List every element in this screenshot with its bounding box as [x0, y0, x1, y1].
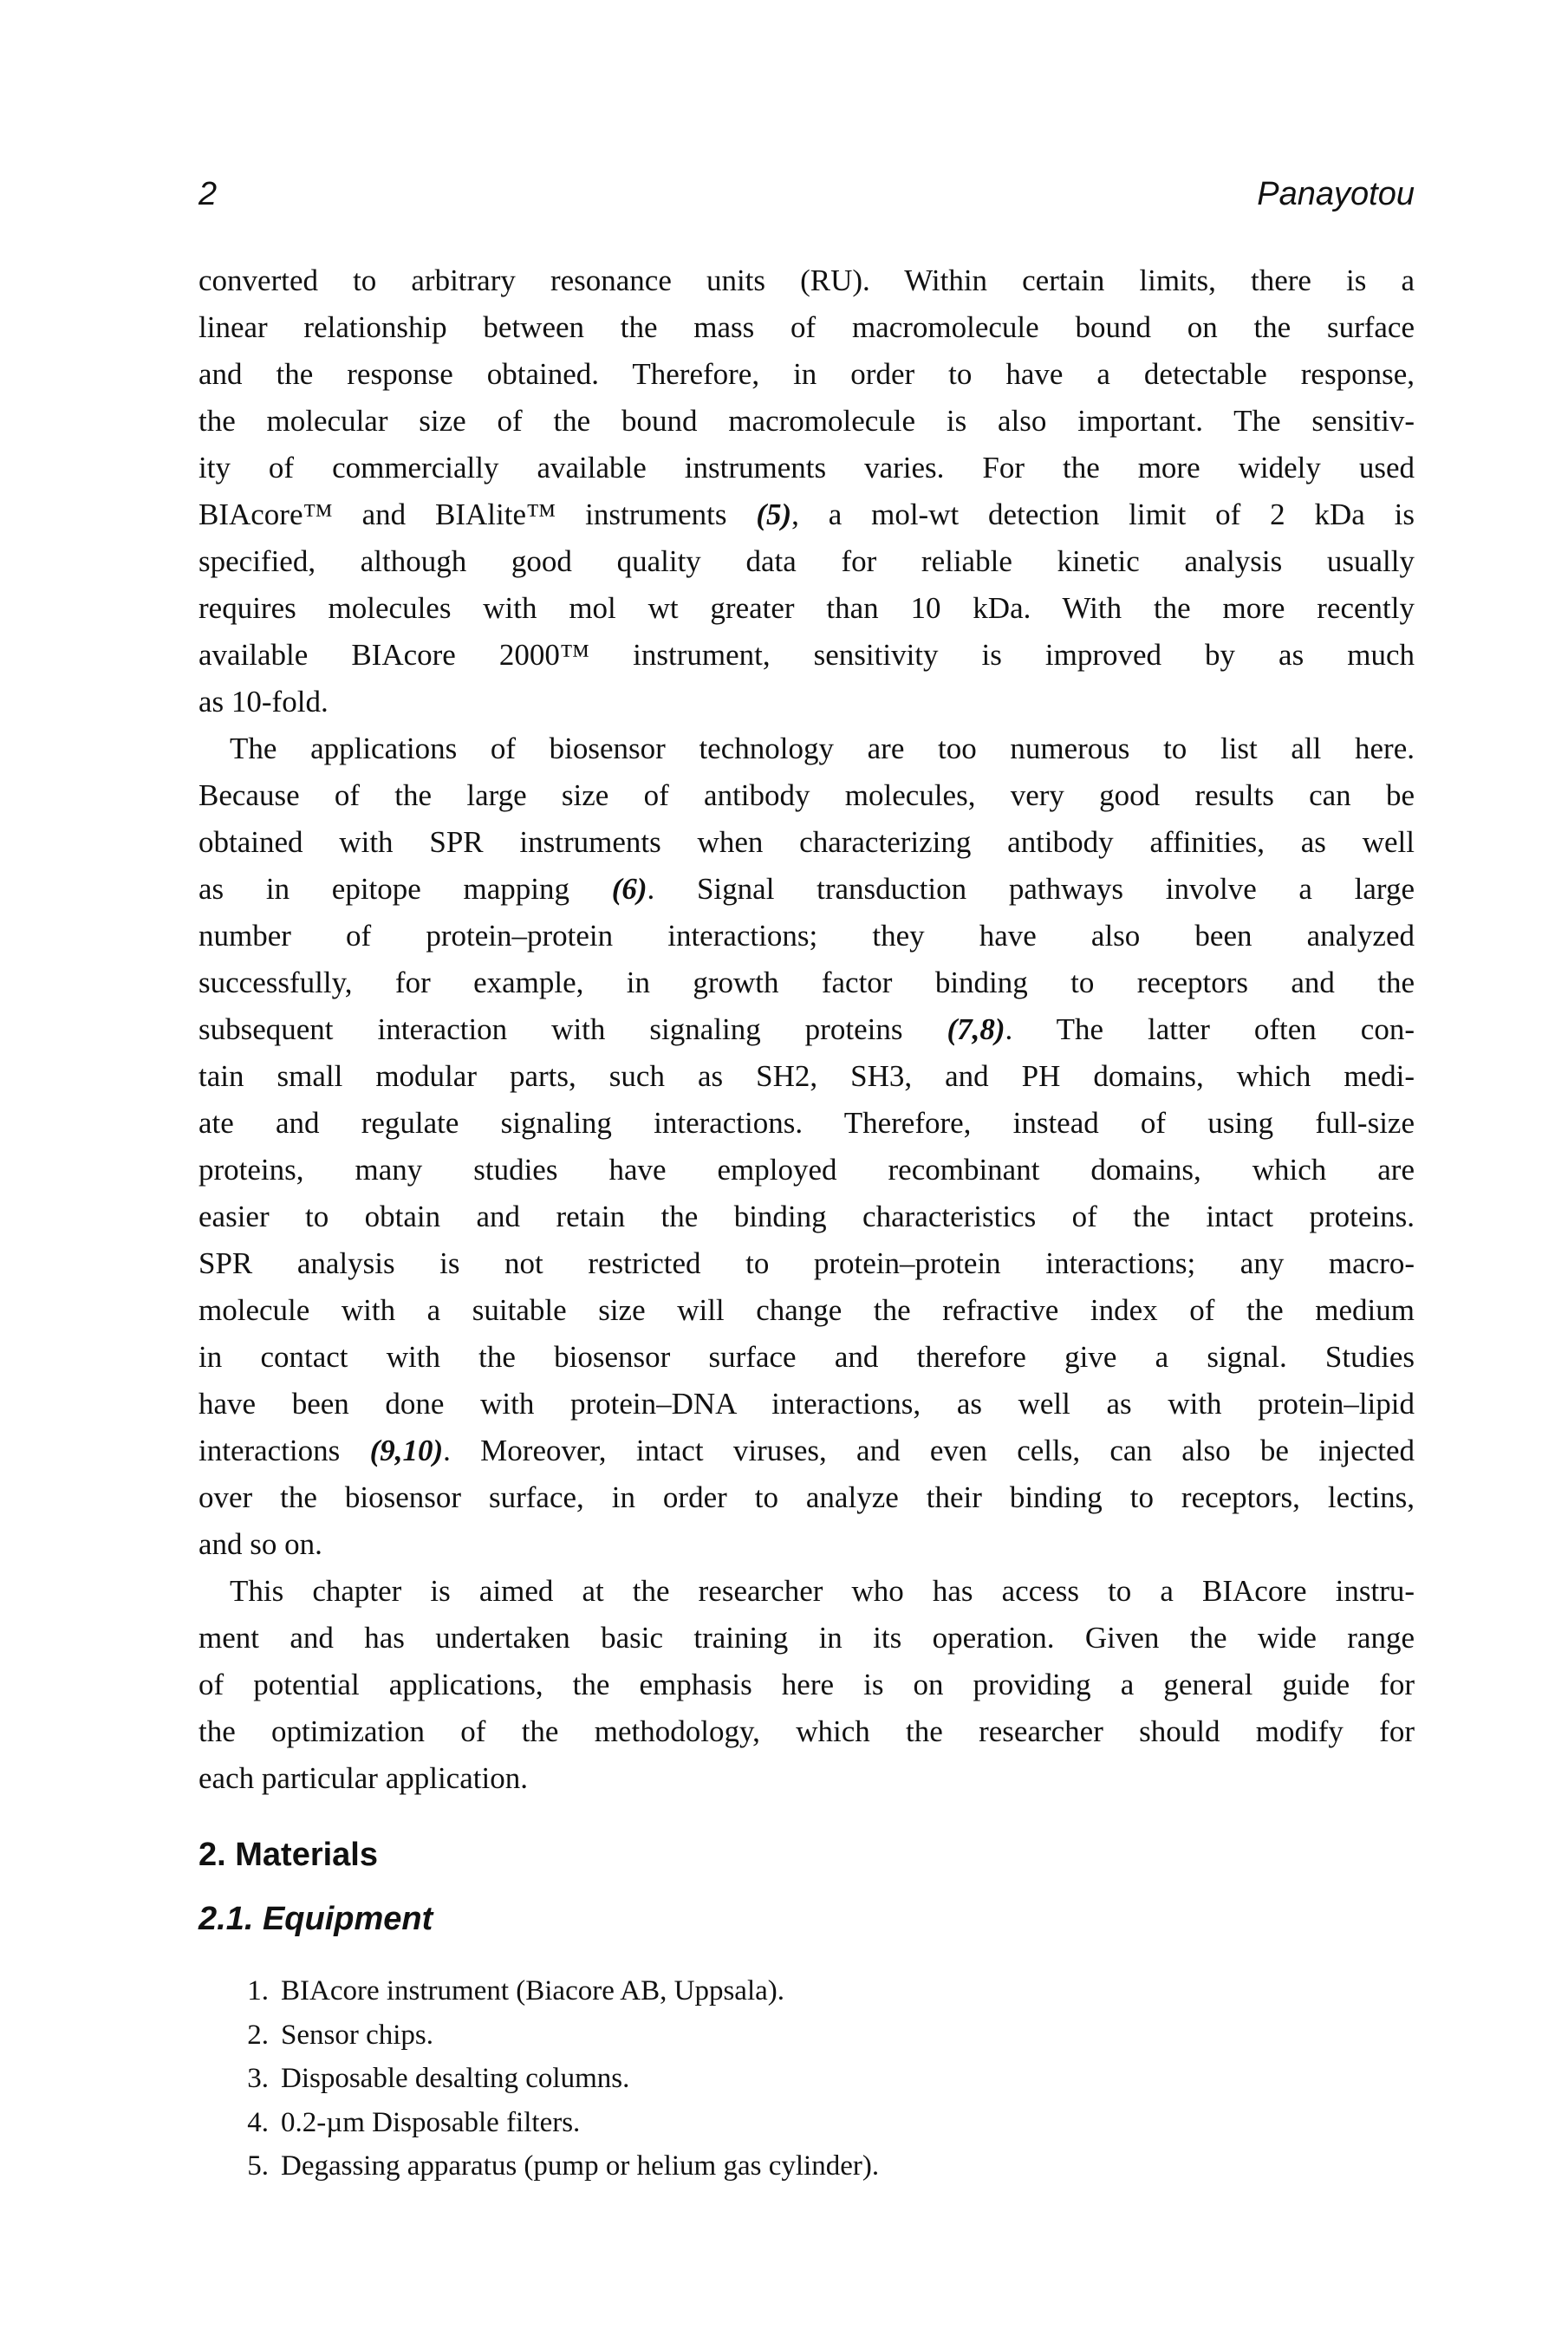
citation-reference: (5) [756, 498, 792, 531]
text-line: Because of the large size of antibody molecules, very good results can be [198, 778, 1415, 812]
list-item-text: Sensor chips. [281, 2019, 433, 2051]
text-line: proteins, many studies have employed recombinant domains, which are [198, 1153, 1415, 1187]
page-number: 2 [198, 176, 218, 212]
list-item-number: 4. [247, 2106, 269, 2138]
text-line: obtained with SPR instruments when characterizing antibody affinities, as well [198, 825, 1415, 859]
list-item [234, 1969, 879, 2013]
list-item [234, 2101, 879, 2145]
text-line: converted to arbitrary resonance units (RU). Within certain limits, there is a [198, 263, 1415, 297]
text-line: of potential applications, the emphasis here is on providing a general guide for [198, 1668, 1415, 1701]
paragraph [198, 257, 1415, 725]
text-line: The applications of biosensor technology are too numerous to list all here. [230, 732, 1415, 765]
text-line: linear relationship between the mass of macromolecule bound on the surface [198, 310, 1415, 344]
text-line: and so on. [198, 1527, 322, 1561]
section-heading-materials: 2. Materials [198, 1837, 378, 1873]
text-line: ity of commercially available instruments varies. For the more widely used [198, 451, 1415, 485]
text-line: each particular application. [198, 1761, 528, 1795]
equipment-list [234, 1969, 879, 2189]
subsection-heading-equipment: 2.1. Equipment [198, 1901, 433, 1937]
text-line: interactions (9,10). Moreover, intact viruses, and even cells, can also be injected [198, 1434, 1415, 1467]
paragraph [198, 725, 1415, 1568]
text-line: number of protein–protein interactions; they have also been analyzed [198, 919, 1415, 953]
citation-reference: (9,10) [369, 1434, 444, 1467]
text-line: specified, although good quality data for reliable kinetic analysis usually [198, 544, 1415, 578]
list-item-text: 0.2-µm Disposable filters. [281, 2106, 581, 2138]
text-line: molecule with a suitable size will change the refractive index of the medium [198, 1293, 1415, 1327]
text-line: BIAcore™ and BIAlite™ instruments (5), a mol-wt detection limit of 2 kDa is [198, 498, 1415, 531]
text-line: have been done with protein–DNA interactions, as well as with protein–lipid [198, 1387, 1415, 1421]
text-line: over the biosensor surface, in order to analyze their binding to receptors, lectins, [198, 1480, 1415, 1514]
list-item-number: 5. [247, 2150, 269, 2182]
text-line: ment and has undertaken basic training in its operation. Given the wide range [198, 1621, 1415, 1655]
text-line: and the response obtained. Therefore, in order to have a detectable response, [198, 357, 1415, 391]
text-line: requires molecules with mol wt greater than 10 kDa. With the more recently [198, 591, 1415, 625]
running-head-author: Panayotou [1257, 176, 1415, 212]
list-item [234, 2144, 879, 2189]
paragraph [198, 1568, 1415, 1802]
citation-reference: (6) [611, 872, 647, 906]
list-item [234, 2057, 879, 2101]
list-item [234, 2013, 879, 2058]
list-item-text: BIAcore instrument (Biacore AB, Uppsala). [281, 1975, 785, 2007]
text-line: This chapter is aimed at the researcher who has access to a BIAcore instru- [230, 1574, 1415, 1608]
body-text [198, 257, 1415, 1802]
text-line: available BIAcore 2000™ instrument, sensitivity is improved by as much [198, 638, 1415, 672]
text-line: successfully, for example, in growth factor binding to receptors and the [198, 966, 1415, 999]
list-item-text: Disposable desalting columns. [281, 2063, 630, 2094]
list-item-number: 2. [247, 2019, 269, 2051]
text-line: as in epitope mapping (6). Signal transduction pathways involve a large [198, 872, 1415, 906]
citation-reference: (7,8) [947, 1012, 1005, 1046]
text-line: the molecular size of the bound macromolecule is also important. The sensitiv- [198, 404, 1415, 438]
list-item-text: Degassing apparatus (pump or helium gas cylinder). [281, 2150, 880, 2182]
text-line: subsequent interaction with signaling proteins (7,8). The latter often con- [198, 1012, 1415, 1046]
text-line: in contact with the biosensor surface and therefore give a signal. Studies [198, 1340, 1415, 1374]
text-line: SPR analysis is not restricted to protein–protein interactions; any macro- [198, 1246, 1415, 1280]
text-line: easier to obtain and retain the binding characteristics of the intact proteins. [198, 1200, 1415, 1233]
text-line: the optimization of the methodology, which the researcher should modify for [198, 1714, 1415, 1748]
text-line: as 10-fold. [198, 685, 329, 719]
list-item-number: 1. [247, 1975, 269, 2007]
list-item-number: 3. [247, 2063, 269, 2094]
text-line: tain small modular parts, such as SH2, SH3, and PH domains, which medi- [198, 1059, 1415, 1093]
text-line: ate and regulate signaling interactions. Therefore, instead of using full-size [198, 1106, 1415, 1140]
